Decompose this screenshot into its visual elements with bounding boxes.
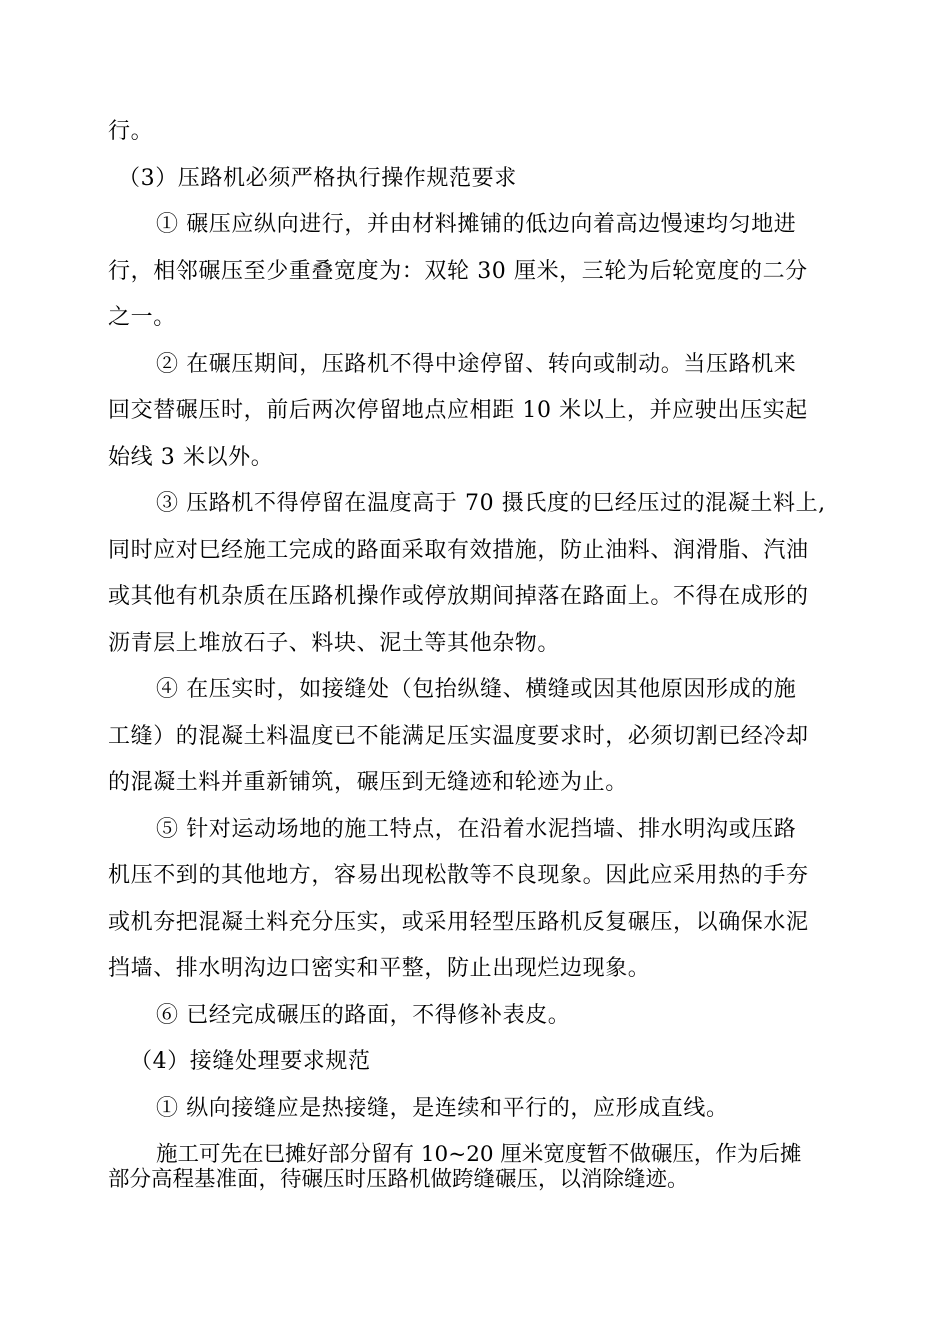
- text-line: 施工可先在巳摊好部分留有 10~20 厘米宽度暂不做碾压，作为后摊: [156, 1142, 802, 1167]
- text-line: 的混凝土料并重新铺筑，碾压到无缝迹和轮迹为止。: [108, 770, 628, 795]
- section-heading-3: （3）压路机必须严格执行操作规范要求: [118, 166, 517, 191]
- text-line: ④ 在压实时，如接缝处（包抬纵缝、横缝或因其他原因形成的施: [156, 677, 797, 702]
- text-line: 部分高程基准面，待碾压时压路机做跨缝碾压，以消除缝迹。: [108, 1167, 689, 1192]
- text-line: 行，相邻碾压至少重叠宽度为：双轮 30 厘米，三轮为后轮宽度的二分: [108, 259, 808, 284]
- text-line: 机压不到的其他地方，容易出现松散等不良现象。因此应采用热的手夯: [108, 863, 809, 888]
- text-line: 始线 3 米以外。: [108, 445, 274, 470]
- text-line: 同时应对巳经施工完成的路面采取有效措施，防止油料、润滑脂、汽油: [108, 538, 809, 563]
- text-line: 或机夯把混凝土料充分压实，或采用轻型压路机反复碾压，以确保水泥: [108, 910, 809, 935]
- section-heading-4: （4）接缝处理要求规范: [130, 1049, 371, 1074]
- text-line: ① 碾压应纵向进行，并由材料摊铺的低边向着高边慢速均匀地进: [156, 212, 797, 237]
- text-line: ⑥ 已经完成碾压的路面，不得修补表皮。: [156, 1003, 571, 1028]
- text-line: ② 在碾压期间，压路机不得中途停留、转向或制动。当压路机来: [156, 352, 797, 377]
- text-line: 沥青层上堆放石子、料块、泥土等其他杂物。: [108, 631, 561, 656]
- text-line: ③ 压路机不得停留在温度高于 70 摄氏度的巳经压过的混凝土料上,: [156, 491, 826, 516]
- text-line: ⑤ 针对运动场地的施工特点，在沿着水泥挡墙、排水明沟或压路: [156, 817, 797, 842]
- text-line: 或其他有机杂质在压路机操作或停放期间掉落在路面上。不得在成形的: [108, 584, 809, 609]
- text-line: 行。: [108, 119, 154, 144]
- text-line: ① 纵向接缝应是热接缝，是连续和平行的，应形成直线。: [156, 1096, 729, 1121]
- text-line: 挡墙、排水明沟边口密实和平整，防止出现烂边现象。: [108, 956, 651, 981]
- text-line: 工缝）的混凝土料温度已不能满足压实温度要求时，必须切割已经冷却: [108, 724, 809, 749]
- text-line: 之一。: [108, 305, 176, 330]
- text-line: 回交替碾压时，前后两次停留地点应相距 10 米以上，并应驶出压实起: [108, 398, 808, 423]
